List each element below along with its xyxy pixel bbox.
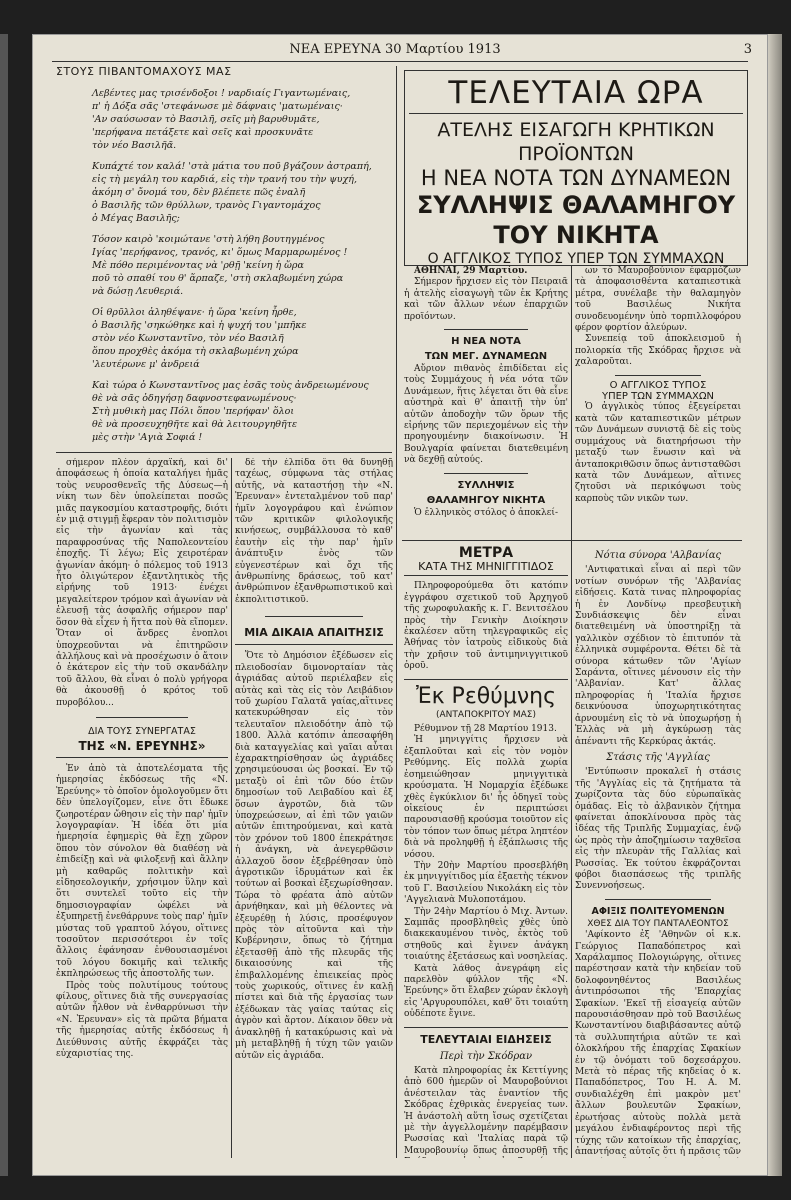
rethymno-paragraph: Ἡ μηνιγγίτις ἤρχισεν νὰ ἐξαπλοῦται καὶ εἰς τὸν νομὸν Ρεθύμνης. Εἰς πολλὰ χωρία ἐσημειώθησαν μηνιγγιτικὰ κρούσματα. Ἡ Νομαρχία ἐξέδωκε χθὲς ἐγκύκλιον δι' ἧς ὁδηγεῖ τοὺς οἰκείους ἐν περιπτώσει παρουσιασθῇ κρούσμα τοιοῦτον εἰς τὸν τόπον των ὅπως μέτρα ληπτέον διὰ νὰ προληφθῇ ἡ ἐξάπλωσις τῆς νόσου.: [404, 735, 568, 860]
rethymno-title: Ἐκ Ρεθύμνης: [415, 683, 557, 709]
athens-paragraph: Σήμερον ἤρχισεν εἰς τὸν Πειραιᾶ ἡ ἀτελὴς εἰσαγωγὴ τῶν ἐκ Κρήτης καὶ τῶν ἄλλων νέων ἐπαρχιῶν προϊόντων.: [404, 277, 568, 322]
note-paragraph: Αὔριον πιθανὸς ἐπιδίδεται εἰς τοὺς Συμμάχους ἡ νέα νότα τῶν Δυνάμεων, ἥτις λέγεται ὅτι θὰ εἶνε αὐστηρὰ καὶ θ' ἀπαιτῇ τὴν ὑπ' αὐτῶν ἀποδοχὴν τῶν ὅρων τῆς εἰρήνης τῶν περιεχομένων εἰς τὴν προηγουμένην διακοίνωσιν. Ἡ Βουλγαρία φαίνεται διατεθειμένη νὰ δεχθῇ αὐτούς.: [404, 364, 568, 466]
column-1: [56, 458, 228, 1158]
page-number: 3: [743, 42, 752, 57]
rule: [409, 113, 743, 114]
athens-dateline: ΑΘΗΝΑΙ, 29 Μαρτίου.: [414, 266, 528, 276]
rethymno-subtitle: (ΑΝΤΑΠΟΚΡΙΤΟΥ ΜΑΣ): [436, 709, 536, 720]
english-press-title: Ο ΑΓΓΛΙΚΟΣ ΤΥΠΟΣ: [609, 379, 707, 391]
albania-title: Νότια σύνορα 'Αλβανίας: [594, 550, 722, 561]
stance-title: Στάσις τῆς 'Αγγλίας: [606, 751, 710, 763]
note-subtitle: ΤΩΝ ΜΕΓ. ΔΥΝΑΜΕΩΝ: [424, 351, 548, 363]
justice-paragraph: Ὅτε τὸ Δημόσιον ἐξέδωσεν εἰς πλειοδοσίαν διμονορταίαν τὰς ἀγριάδας αὐτοῦ περιέλαβεν εἰς αὐτὰς καὶ τὰς εἰς τὸν Λειβάδιον τοῦ χωρίου Γαλατᾶ γαίας,αἵτινες κατεκυρώθησαν εἰς τὸν τελευταῖον πλειοδότην ἀπὸ τῷ 1800. Ἀλλὰ κατόπιν ἀπεσαφήθη διὰ καταγγελίας καὶ γαῖαι αὗται ἐχαρακτηρίσθησαν ὡς ἀγριάδες χρησιμεύουσαι ὡς βοσκαί. Ἐν τῷ μεταξὺ οἱ ἐπὶ τῶν δύο ἐτῶν δημοσίων τοῦ Λειβαδίου καὶ ἐξ ὅσων ἀγροτῶν, διὰ τῶν ὑποχρεώσεων, αἱ ἐπὶ τῶν γαιῶν αὐτῶν ἐπιτηρούμεναι, καὶ κατὰ τὸν χρόνον τοῦ 1800 ἐπεκράτησε ἡ ἀνάγκη, νὰ ἀνεγερθῶσιν ἀλλαχοῦ ὅσον ἐξεβρέθησαν ὑπὸ ἀγροτικῶν ἰδρυμάτων καὶ ἐκ τούτων αἱ βοσκαὶ ἐξεχωρίσθησαν. Τώρα τὸ φρέατα ἀπὸ αὐτῶν ἀρνήθηκαν, καὶ μὴ θέλοντες νὰ ἐξευρέθῃ ἡ λύσις, προσέφυγον πρὸς τὸν αἰτοῦντα καὶ τὴν Κυβέρνησιν, ὅπως τὸ ζήτημα ἐξετασθῇ ἀπὸ τῆς πλευρᾶς τῆς δικαιοσύνης καὶ τῆς ἐπιβαλλομένης ἐπιεικείας πρὸς τοὺς χωρικούς, οἵτινες ἐν καλῇ πίστει καὶ διὰ τῆς ἐργασίας των ἐξέδωκαν τὰς γαίας ταύτας εἰς ἀγρὸν καὶ ἄρτον. Δίκαιον ὅθεν νὰ ἀνακληθῇ ἡ κατακύρωσις καὶ νὰ μὴ μεταβληθῇ ἡ τύχη τῶν γαιῶν αὐτῶν εἰς ἀγριάδα.: [235, 651, 393, 1061]
rule: [444, 329, 528, 330]
rule: [444, 473, 528, 474]
rule: [402, 540, 742, 541]
last-news-paragraph: Κατὰ πληροφορίας ἐκ Κεττίγνης ἀπὸ 600 ἡμερῶν οἱ Μαυροβούνιοι ἀνέστειλαν τὰς ἐναντίον τῆς Σκόδρας ἐχθρικὰς ἐνεργείας των. Ἡ ἀνάστολὴ αὕτη ἴσως σχετίζεται μὲ τὴν ἀγγελλομένην παρέμβασιν Ρωσσίας καὶ 'Ιταλίας παρὰ τῷ Μαυροβουνίῳ ὅπως ἀποσυρθῇ τῆς: [404, 1066, 568, 1156]
column2-paragraph: δὲ τὴν ἐλπίδα ὅτι θὰ δυνηθῇ ταχέως, σύμφωνα τὰς στήλας αὐτῆς, νὰ καταστήσῃ τὴν «Ν. Ἐρευναν» ἐντεταλμένον τοῦ παρ' ἡμῖν λογογράφου καὶ ἐνώπιον τῶν κριτικῶν φιλολογικῆς κινήσεως, συμβάλλουσα τὸ καθ' ἑαυτὴν εἰς τὴν παρ' ἡμῖν ἀνάπτυξιν ἑνὸς τῶν εὐγενεστέρων καὶ ὄχι τῆς ἀνθρωπίνης δράσεως, τοῦ κατ' ἀνθρώπινον ἐξανθρωπιστικοῦ καὶ ἐκπολιτιστικοῦ.: [235, 458, 393, 605]
associates-kicker: ΔΙΑ ΤΟΥΣ ΣΥΝΕΡΓΑΤΑΣ: [88, 725, 196, 737]
poem-body: [56, 87, 392, 444]
rule: [56, 757, 228, 758]
stance-paragraph: 'Εντύπωσιν προκαλεῖ ἡ στάσις τῆς 'Αγγλίας εἰς τὰ ζητήματα τὰ χωρίζοντα τὰς δύο εὐρωπαϊκὰς ὁμάδας. Εἰς τὸ ἀλβανικὸν ζήτημα φαίνεται ἀποκλίνουσα πρὸς τὰς ἰδέας τῆς Τριπλῆς Συμμαχίας, ἐνῷ ὡς πρὸς τὴν ἀποζημίωσιν ταχθεῖσα εἰς τὴν πλευρὰν τῆς Γαλλίας καὶ Ρωσσίας. Ἐκ τούτου ἐκφράζονται φόβοι διασπάσεως τῆς τριπλῆς Συνεννοήσεως.: [575, 767, 741, 892]
rule: [404, 679, 568, 680]
binding-edge: [0, 34, 8, 1176]
associates-paragraph: Πρὸς τοὺς πολυτίμους τούτους φίλους, οἵτινες διὰ τῆς συνεργασίας αὐτῶν ἦλθον νὰ ἐνθαρρύνωσι τὴν «Ν. Ἐρευναν» εἰς τὰ πρῶτα βήματα τῆς ἡμερησίας αὐτῆς ἐκδόσεως ἡ Διεύθυνσις αὐτῆς ἐκφράζει τὰς εὐχαριστίας της.: [56, 980, 228, 1060]
header-rule: [52, 61, 748, 62]
column-rule: [231, 458, 232, 1158]
rule: [615, 375, 701, 376]
center-rule: [396, 66, 397, 1158]
english-press-subtitle: ΥΠΕΡ ΤΩΝ ΣΥΜΜΑΧΩΝ: [601, 391, 715, 403]
banner-line: ΑΤΕΛΗΣ ΕΙΣΑΓΩΓΗ ΚΡΗΤΙΚΩΝ ΠΡΟΪΟΝΤΩΝ: [437, 119, 715, 165]
right-paragraph: Συνεπείᾳ τοῦ ἀποκλεισμοῦ ἡ πολιορκία τῆς Σκόδρας ἤρχισε νὰ χαλαροῦται.: [575, 334, 741, 368]
english-press-paragraph: Ὁ ἀγγλικὸς τύπος ἐξεγείρεται κατὰ τῶν καταπιεστικῶν μέτρων τῶν Δυνάμεων συνιστᾷ δὲ εἰς τοὺς συμμάχους νὰ διατηρήσωσι τὴν μεταξύ των ἕνωσιν καὶ νὰ ἀνταποκριθῶσιν ὅπως ἀντισταθῶσι κατὰ τῶν Δυνάμεων, αἵτινες ζητοῦσι νὰ περικόψωσι τοὺς καρποὺς τῶν νικῶν των.: [575, 402, 741, 504]
rule: [404, 575, 568, 576]
measures-title: ΜΕΤΡΑ: [458, 546, 514, 561]
poem-block: [56, 66, 392, 448]
associates-title: ΤΗΣ «Ν. ΕΡΕΥΝΗΣ»: [78, 738, 206, 753]
arrest-subtitle: ΘΑΛΑΜΗΓΟΥ ΝΙΚΗΤΑ: [426, 494, 546, 506]
poem-stanza: Τόσον καιρὸ 'κοιμώτανε 'στὴ λήθη βουτηγμένος Ιγίας 'περήφανος, τρανός, κι' ὅμως Μαρμαρωμένος ! Μὲ πόθο περιμένοντας νὰ 'ρθῇ 'κείνη ἡ ὥρα ποῦ τὸ σπαθί του θ' ἅρπαζε, 'στὴ σκλαβωμένη χώρα νὰ δώσῃ Λευθεριά.: [92, 234, 348, 298]
relief-subtitle: ΧΘΕΣ ΔΙΑ ΤΟΥ ΠΑΝΤΑΛΕΟΝΤΟΣ: [587, 918, 729, 929]
poem-stanza: Κυπάχτέ τον καλά! 'στὰ μάτια του ποῦ βγάζουν ἀστραπή, εἰς τὴ μεγάλη του καρδιά, εἰς τὴν τρανή του τὴν ψυχή, ἀκόμη σ' ὄνομά του, δὲν βλέπετε πῶς ἐναλῆ ὁ Βασιλῆς τῶν θρύλλων, τρανὸς Γιγαντομάχος ὁ Μέγας Βασιλῆς;: [92, 161, 372, 225]
rule: [235, 644, 393, 645]
athens-column: [404, 266, 568, 536]
banner-title: ΤΕΛΕΥΤΑΙΑ ΩΡΑ: [448, 75, 704, 111]
right-paragraph: ων τὸ Μαυροβούνιον ἐφαρμόζων τὰ ἀποφασισθέντα καταπιεστικὰ μέτρα, συνέλαβε τὴν θαλαμηγὸν τοῦ Βασιλέως Νικήτα συνοδευομένην ὑπὸ τορπιλλοφόρου φέρον φορτίον ἀλεύρων.: [575, 266, 741, 334]
rethymno-paragraph: Τὴν 20ὴν Μαρτίου προσεβλήθη ἐκ μηνιγγίτιδος μία ἐξαετὴς τέκνον τοῦ Γ. Βασιλείου Νικολάκη εἰς τὸν 'Αγγελιανὰ Μυλοποτάμου.: [404, 860, 568, 906]
last-news-subtitle: Περὶ τὴν Σκόδραν: [439, 1050, 533, 1062]
last-news-title: ΤΕΛΕΥΤΑΙΑΙ ΕΙΔΗΣΕΙΣ: [420, 1032, 552, 1046]
arrest-paragraph: Ὁ ἑλληνικὸς στόλος ὁ ἀποκλεί-: [414, 507, 558, 518]
relief-paragraph: 'Αφίκοντο ἐξ 'Αθηνῶν οἱ κ.κ. Γεώργιος Παπαδόπετρος καὶ Χαράλαμπος Πολογιώργης, οἵτινες παρέστησαν κατὰ τὴν κηδείαν τοῦ δολοφονηθέντος Βασιλέως ἀντιπρόσωποι τῆς 'Επαρχίας Σφακίων. 'Εκεῖ τῇ εἰσαγείᾳ αὐτῶν παρουσιάσθησαν πρὸ τοῦ Βασιλέως Κωνσταντίνου διαβιβάσαντες αὐτῷ τὰ συλλυπητήρια αὐτῶν τε καὶ ὁλοκλήρου τῆς ἐπαρχίας Σφακίων ἐν τῷ ὀνόματι τοῦ δοχεσάρχου. Μετὰ τὸ πέρας τῆς κηδείας ὁ κ. Παπαδόπετρος, Του Η. Α. Μ. συνδιαλέχθη ἐπὶ μακρὸν μετ' ἄλλων βουλευτῶν Σφακίων, ἐρωτήσας αὐτοὺς πολλὰ μετὰ μεγάλου ἐνδιαφέροντος περὶ τῆς τύχης τῶν κατοίκων τῆς ἐπαρχίας, ἀπαντήσας αὐτοῖς ὅτι ἡ πρᾶσις τῶν: [575, 930, 741, 1157]
rule: [404, 1027, 568, 1028]
column-2: [235, 458, 393, 1158]
newspaper-page: [32, 34, 768, 1176]
banner-line: ΣΥΛΛΗΨΙΣ ΘΑΛΑΜΗΓΟΥ ΤΟΥ ΝΙΚΗΤΑ: [416, 191, 736, 249]
poem-stanza: Λεβέντες μας τρισένδοξοι ! ναρδιαίς Γιγαντωμέναις, π' ἡ Δόξα σᾶς 'στεφάνωσε μὲ δάφναις 'ματωμέναις· 'Αν σαύσωσαν τὸ Βασιλῆ, σεῖς μὴ βαρυθυμᾶτε, 'περήφανα πετάξετε καὶ σεῖς καὶ προσκυνᾶτε τὸν νέο Βασιλῆᾶ.: [92, 88, 351, 152]
rethymno-paragraph: Κατὰ λάθος ἀνεγράφη εἰς παρελθὸν φύλλον τῆς «Ν. Ἐρεύνης» ὅτι ἔλαβεν χώραν ἐκλογὴ εἰς 'Αργυρουπόλει, καθ' ὅτι τοιαύτη οὐδέποτε ἔγινε.: [404, 963, 568, 1020]
measures-subtitle: ΚΑΤΑ ΤΗΣ ΜΗΝΙΓΓΙΤΙΔΟΣ: [418, 560, 554, 573]
banner-line: Η ΝΕΑ ΝΟΤΑ ΤΩΝ ΔΥΝΑΜΕΩΝ: [420, 166, 732, 190]
rethymno-dateline: Ρέθυμνον τῇ 28 Μαρτίου 1913.: [414, 724, 557, 735]
column-rule: [571, 266, 572, 1158]
rule: [56, 452, 392, 453]
poem-stanza: Οἱ θρῦλλοι ἀληθέψανε· ἡ ὥρα 'κείνη ἦρθε, ὁ Βασιλῆς 'σηκώθηκε καὶ ἡ ψυχή του 'μπῆκε στὸν νέο Κωνσταντῖνο, τὸν νέο Βασιλῆ ὅπου προχθὲς ἀκόμα τὴ σκλαβωμένη χώρα 'λευτέρωνε μ' ἀνδρειά: [92, 307, 307, 371]
relief-title: ΑΦΙΞΙΣ ΠΟΛΙΤΕΥΟΜΕΝΩΝ: [591, 905, 725, 917]
right-column-top: [575, 266, 741, 536]
right-column-bottom: [575, 546, 741, 1158]
rule: [96, 717, 188, 718]
poem-stanza: Καὶ τώρα ὁ Κωνσταντῖνος μας ἐσᾶς τοὺς ἀνδρειωμένους θὲ νὰ σᾶς ὁδηγήσῃ δαφνοστεφανωμένους· Στὴ μυθικὴ μας Πόλι ὅπου 'περήφαν' ὅλοι θὲ νὰ προσευχηθῆτε καὶ θὰ λειτουργηθῆτε μὲς στὴν 'Αγιὰ Σοφιά !: [92, 380, 369, 444]
note-title: Η ΝΕΑ ΝΟΤΑ: [451, 336, 521, 348]
measures-paragraph: Πληροφορούμεθα ὅτι κατόπιν ἐγγράφου σχετικοῦ τοῦ Ἀρχηγοῦ τῆς χωροφυλακῆς κ. Γ. Βενιτσέλου πρὸς τὴν Γενικὴν Διοίκησιν ἐκαλέσεν αὕτη τηλεγραφικῶς εἰς Ἀθήνας τὸν ἰατροὺς εἰδικοὺς διὰ τὴν χρῆσιν τοῦ ἀντιμηνιγγιτικοῦ ὀροῦ.: [404, 581, 568, 672]
rethymno-paragraph: Τὴν 24ὴν Μαρτίου ὁ Μιχ. Ἀντων. Σαμπᾶς προσβληθεὶς χθὲς ὑπὸ διακεκαυμένου τινὸς, ἐκτὸς τοῦ στηθοῦς καὶ ἔγινεν ἀνάγκη τοιαύτης ἐξετάσεως καὶ νοσηλείας.: [404, 906, 568, 963]
middle-column: [404, 546, 568, 1158]
poem-kicker: ΣΤΟΥΣ ΠΙΒΑΝΤΟΜΑΧΟΥΣ ΜΑΣ: [56, 66, 232, 78]
associates-paragraph: Ἐν ἀπὸ τὰ ἀποτελέσματα τῆς ἡμερησίας ἐκδόσεως τῆς «Ν. Ἐρεύνης» τὸ ὁποῖον ὁμολογοῦμεν ὅτι δὲν ὑπελογίζομεν, εἶνε ὅτι ἔδωκε ζωηροτέραν ὤθησιν εἰς τὴν παρ' ἡμῖν λογογραφίαν. Ἡ ἰδέα ὅτι μία ἡμερησία ἐφημερὶς θὰ ἔχῃ χῶρον ὅπου τὸν σύνολον θὰ διαθέσῃ νὰ ἐπιδείξῃ καὶ νὰ φιλοξενῇ καὶ ἄλλην μὴ καθαρῶς πολιτικὴν καὶ εἰδησεολογικήν, χρήσιμον ὕλην καὶ ὅτι συντελεῖ τοῦτο εἰς τὴν δημοσιογραφίαν ὠφέλει νὰ ἐξυπηρετῇ ἐνεθάρρυνε τοὺς παρ' ἡμῖν μύστας τοῦ γραπτοῦ λόγου, οἵτινες τοσοῦτον περισσότεροι ἐν τοῖς ἄλλοις ἐφάνησαν ἐνθουσιασμένοι τοῦ λόγου δοκιμῆς καὶ τελικῆς ἐκπληρώσεως τῆς ἀποστολῆς των.: [56, 763, 228, 980]
page-edge: [768, 34, 782, 1176]
rule: [605, 899, 711, 900]
intro-paragraph: σήμερον πλέον ἀρχαϊκή, καὶ δι' ἀποφάσεως ἡ ὁποία καταλήγει ἡμᾶς τοὺς νευροσθενεῖς τῆς Δύσεως—ἡ νίκη των δὲν ὑπολείπεται ποσῶς μιᾶς παγκοσμίου καταστροφῆς, διότι ἐν μιᾷ στιγμῇ ἔφεραν τὸν πολιτισμὸν εἰς τὴν ἀγωνίαν καὶ τὰς παραφροσύνας τῆς Ναπολεοντείου ἐποχῆς. Τί λέγω; Εἰς χειροτέραν ἀγωνίαν ἀκόμη· ὁ πόλεμος τοῦ 1913 ἦτο ὀλιγώτερον ἐξαντλητικὸς τῆς εἰρήνης τοῦ 1913· ἐνέχει μεγαλείτερον τρόμον καὶ ἀγωνίαν νὰ ἐλευσῇ τὰς ἀσφαλῆς σήμερον παρ' ὅσον θὰ εἶχεν ἡ ἥττα ποὺ θὰ εἴπομεν. Ὅταν οἱ ἄνδρες ἐνοπλοι ὑποχρεοῦνται νὰ ἐπιτηρῶσιν ἀλλήλους καὶ νὰ προσέχωσιν ὁ ἄτοιν ὁ ἐκάτερον εἰς τὴν τοῦ σκανδάλην τοῦ ἄλλου, θὰ εἶναι ὁ πολὺ γρήγορα θὰ ἀκουσθῇ ὁ κρότος τοῦ πυροβόλου...: [56, 458, 228, 708]
last-hour-banner: [404, 70, 748, 266]
arrest-title: ΣΥΛΛΗΨΙΣ: [457, 479, 515, 491]
rule: [265, 616, 363, 617]
justice-title: ΜΙΑ ΔΙΚΑΙΑ ΑΠΑΙΤΗΣΙΣ: [244, 626, 384, 640]
albania-paragraph: 'Αντιφατικαὶ εἶναι αἱ περὶ τῶν νοτίων συνόρων τῆς 'Αλβανίας εἰδήσεις. Κατὰ τινας πληροφορίας ἡ ἐν Λονδίνῳ πρεσβευτικὴ Συνδιάσκεψις δὲν εἶναι διατεθειμένη νὰ ὑποστηρίξῃ τὰ γαλλικὸν σχέδιον τὸ ἐπιτυπόν τὰ ἑλληνικὰ συμφέροντα. Θέτει δὲ τὰ σύνορα κάτωθεν τῶν 'Αγίων Σαράντα, οἵτινες μένουσιν εἰς τὴν 'Αλβανίαν. Κατ' ἄλλας πληροφορίας ἡ 'Ιταλία ἤρχισε δεικνύουσα ὑποχωρητικότητας ἀρνουμένη εἰς τὸ νὰ ὑποχωρήσῃ ἡ Ἑλλὰς νὰ μὴ ἀγκύρωσῃ τὰς ἀπέναντι τῆς Κερκύρας ἀκτάς.: [575, 565, 741, 747]
banner-line: Ο ΑΓΓΛΙΚΟΣ ΤΥΠΟΣ ΥΠΕΡ ΤΩΝ ΣΥΜΜΑΧΩΝ: [427, 251, 725, 266]
masthead-title: ΝΕΑ ΕΡΕΥΝΑ 30 Μαρτίου 1913: [289, 42, 501, 57]
page-header: [52, 42, 752, 60]
